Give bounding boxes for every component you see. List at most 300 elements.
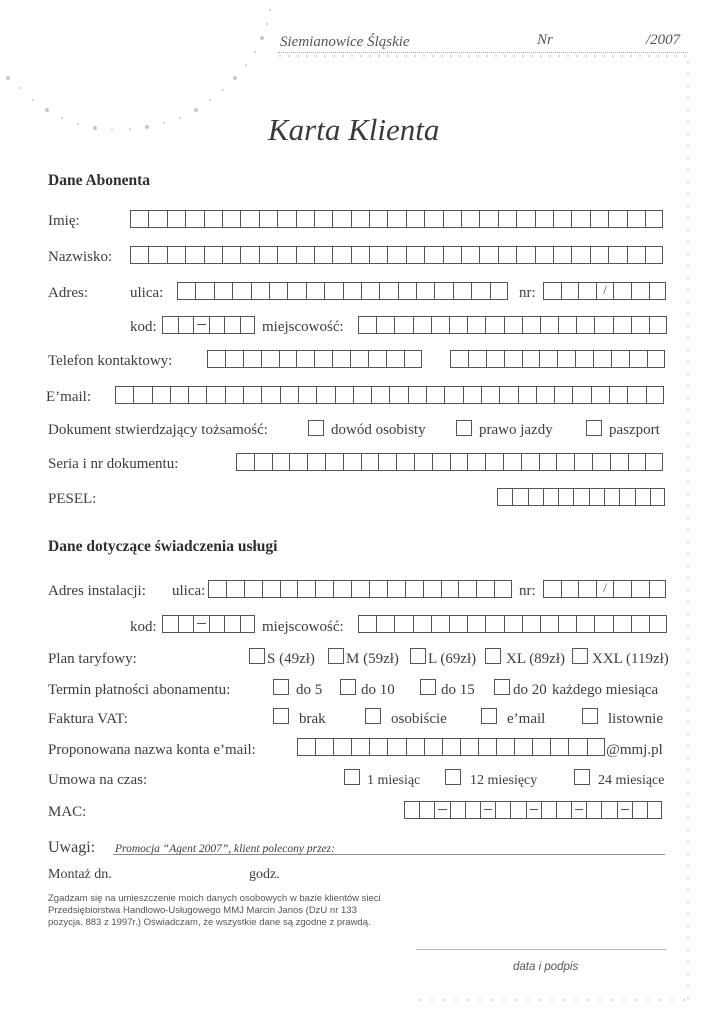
input-cell[interactable] <box>236 453 254 471</box>
input-cell[interactable] <box>539 350 557 368</box>
input-cell[interactable] <box>485 615 503 633</box>
input-cell[interactable] <box>413 615 431 633</box>
input-cell[interactable] <box>522 316 540 334</box>
input-cell[interactable] <box>522 350 540 368</box>
input-cell[interactable] <box>463 386 481 404</box>
input-cell[interactable] <box>394 316 412 334</box>
input-cell[interactable] <box>406 246 424 264</box>
input-cell[interactable] <box>335 386 353 404</box>
checkbox-passport[interactable] <box>586 420 602 436</box>
install-street-input[interactable] <box>208 580 512 598</box>
input-cell[interactable] <box>351 210 369 228</box>
input-cell[interactable] <box>332 350 350 368</box>
input-cell[interactable] <box>251 282 269 300</box>
input-cell[interactable] <box>369 738 387 756</box>
input-cell[interactable] <box>434 801 449 819</box>
input-cell[interactable] <box>404 350 422 368</box>
input-cell[interactable] <box>592 453 610 471</box>
input-cell[interactable] <box>532 738 550 756</box>
input-cell[interactable] <box>443 246 461 264</box>
input-cell[interactable] <box>510 801 525 819</box>
checkbox-plan-s[interactable] <box>249 648 265 664</box>
input-cell[interactable] <box>498 210 516 228</box>
input-cell[interactable] <box>504 615 522 633</box>
input-cell[interactable] <box>406 738 424 756</box>
input-cell[interactable] <box>394 615 412 633</box>
input-cell[interactable] <box>571 801 586 819</box>
input-cell[interactable] <box>224 316 240 334</box>
install-number-input[interactable] <box>543 580 666 598</box>
input-cell[interactable] <box>376 316 394 334</box>
phone-input-1[interactable] <box>207 350 422 368</box>
input-cell[interactable] <box>576 316 594 334</box>
input-cell[interactable] <box>296 350 314 368</box>
input-cell[interactable] <box>240 316 256 334</box>
input-cell[interactable] <box>540 316 558 334</box>
input-cell[interactable] <box>613 282 631 300</box>
input-cell[interactable] <box>628 453 646 471</box>
input-cell[interactable] <box>441 580 459 598</box>
input-cell[interactable] <box>351 738 369 756</box>
input-cell[interactable] <box>485 453 503 471</box>
input-cell[interactable] <box>650 488 665 506</box>
input-cell[interactable] <box>424 210 442 228</box>
input-cell[interactable] <box>573 488 588 506</box>
input-cell[interactable] <box>561 580 579 598</box>
input-cell[interactable] <box>130 246 148 264</box>
input-cell[interactable] <box>632 801 647 819</box>
input-cell[interactable] <box>609 386 627 404</box>
input-cell[interactable] <box>259 210 277 228</box>
input-cell[interactable] <box>195 282 213 300</box>
input-cell[interactable] <box>193 316 209 334</box>
input-cell[interactable] <box>432 453 450 471</box>
input-cell[interactable] <box>594 615 612 633</box>
input-cell[interactable] <box>431 316 449 334</box>
input-cell[interactable] <box>361 453 379 471</box>
email-account-input[interactable] <box>297 738 605 756</box>
input-cell[interactable] <box>431 615 449 633</box>
input-cell[interactable] <box>298 386 316 404</box>
document-number-input[interactable] <box>236 453 663 471</box>
input-cell[interactable] <box>514 738 532 756</box>
input-cell[interactable] <box>343 453 361 471</box>
input-cell[interactable] <box>541 801 556 819</box>
input-cell[interactable] <box>590 246 608 264</box>
first-name-input[interactable] <box>130 210 663 228</box>
input-cell[interactable] <box>461 246 479 264</box>
input-cell[interactable] <box>204 210 222 228</box>
input-cell[interactable] <box>368 350 386 368</box>
input-cell[interactable] <box>296 246 314 264</box>
input-cell[interactable] <box>453 282 471 300</box>
input-cell[interactable] <box>287 282 305 300</box>
input-cell[interactable] <box>333 738 351 756</box>
input-cell[interactable] <box>222 246 240 264</box>
input-cell[interactable] <box>481 386 499 404</box>
input-cell[interactable] <box>404 801 419 819</box>
input-cell[interactable] <box>550 738 568 756</box>
input-cell[interactable] <box>593 350 611 368</box>
input-cell[interactable] <box>314 246 332 264</box>
input-cell[interactable] <box>206 386 224 404</box>
input-cell[interactable] <box>261 350 279 368</box>
input-cell[interactable] <box>387 210 405 228</box>
input-cell[interactable] <box>398 282 416 300</box>
checkbox-id-card[interactable] <box>308 420 324 436</box>
input-cell[interactable] <box>277 246 295 264</box>
input-cell[interactable] <box>596 580 614 598</box>
input-cell[interactable] <box>627 246 645 264</box>
input-cell[interactable] <box>259 246 277 264</box>
input-cell[interactable] <box>306 282 324 300</box>
input-cell[interactable] <box>495 801 510 819</box>
input-cell[interactable] <box>167 210 185 228</box>
input-cell[interactable] <box>586 801 601 819</box>
input-cell[interactable] <box>553 210 571 228</box>
input-cell[interactable] <box>243 386 261 404</box>
input-cell[interactable] <box>646 386 664 404</box>
checkbox-payment-5[interactable] <box>273 679 289 695</box>
input-cell[interactable] <box>378 453 396 471</box>
input-cell[interactable] <box>225 350 243 368</box>
input-cell[interactable] <box>496 738 514 756</box>
input-cell[interactable] <box>423 580 441 598</box>
input-cell[interactable] <box>371 386 389 404</box>
input-cell[interactable] <box>162 316 178 334</box>
input-cell[interactable] <box>332 246 350 264</box>
input-cell[interactable] <box>314 350 332 368</box>
input-cell[interactable] <box>613 615 631 633</box>
input-cell[interactable] <box>188 386 206 404</box>
input-cell[interactable] <box>540 615 558 633</box>
checkbox-invoice-post[interactable] <box>582 708 598 724</box>
input-cell[interactable] <box>405 580 423 598</box>
input-cell[interactable] <box>572 386 590 404</box>
input-cell[interactable] <box>243 350 261 368</box>
input-cell[interactable] <box>617 801 632 819</box>
input-cell[interactable] <box>426 386 444 404</box>
input-cell[interactable] <box>222 210 240 228</box>
input-cell[interactable] <box>369 246 387 264</box>
input-cell[interactable] <box>629 350 647 368</box>
input-cell[interactable] <box>387 246 405 264</box>
input-cell[interactable] <box>613 316 631 334</box>
input-cell[interactable] <box>476 580 494 598</box>
input-cell[interactable] <box>587 738 605 756</box>
install-city-input[interactable] <box>358 615 667 633</box>
input-cell[interactable] <box>389 386 407 404</box>
input-cell[interactable] <box>133 386 151 404</box>
input-cell[interactable] <box>277 210 295 228</box>
input-cell[interactable] <box>485 316 503 334</box>
input-cell[interactable] <box>240 615 256 633</box>
input-cell[interactable] <box>504 316 522 334</box>
input-cell[interactable] <box>619 488 634 506</box>
input-cell[interactable] <box>556 453 574 471</box>
input-cell[interactable] <box>396 453 414 471</box>
input-cell[interactable] <box>115 386 133 404</box>
input-cell[interactable] <box>649 615 667 633</box>
checkbox-plan-xxl[interactable] <box>572 648 588 664</box>
input-cell[interactable] <box>645 246 663 264</box>
input-cell[interactable] <box>170 386 188 404</box>
email-input[interactable] <box>115 386 664 404</box>
input-cell[interactable] <box>193 615 209 633</box>
input-cell[interactable] <box>631 615 649 633</box>
input-cell[interactable] <box>214 282 232 300</box>
input-cell[interactable] <box>297 738 315 756</box>
input-cell[interactable] <box>254 453 272 471</box>
input-cell[interactable] <box>479 246 497 264</box>
input-cell[interactable] <box>571 210 589 228</box>
input-cell[interactable] <box>351 246 369 264</box>
input-cell[interactable] <box>315 580 333 598</box>
checkbox-invoice-none[interactable] <box>273 708 289 724</box>
input-cell[interactable] <box>575 350 593 368</box>
input-cell[interactable] <box>424 246 442 264</box>
input-cell[interactable] <box>333 580 351 598</box>
input-cell[interactable] <box>444 386 462 404</box>
input-cell[interactable] <box>521 453 539 471</box>
input-cell[interactable] <box>461 210 479 228</box>
input-cell[interactable] <box>450 801 465 819</box>
input-cell[interactable] <box>386 350 404 368</box>
input-cell[interactable] <box>635 488 650 506</box>
input-cell[interactable] <box>594 316 612 334</box>
input-cell[interactable] <box>596 282 614 300</box>
input-cell[interactable] <box>414 453 432 471</box>
checkbox-plan-m[interactable] <box>328 648 344 664</box>
input-cell[interactable] <box>178 316 194 334</box>
checkbox-contract-12[interactable] <box>445 769 461 785</box>
input-cell[interactable] <box>604 488 619 506</box>
input-cell[interactable] <box>434 282 452 300</box>
input-cell[interactable] <box>207 350 225 368</box>
input-cell[interactable] <box>486 350 504 368</box>
input-cell[interactable] <box>369 210 387 228</box>
input-cell[interactable] <box>185 210 203 228</box>
street-input[interactable] <box>177 282 508 300</box>
input-cell[interactable] <box>479 210 497 228</box>
checkbox-payment-10[interactable] <box>340 679 356 695</box>
input-cell[interactable] <box>315 738 333 756</box>
input-cell[interactable] <box>480 801 495 819</box>
input-cell[interactable] <box>627 386 645 404</box>
input-cell[interactable] <box>178 615 194 633</box>
input-cell[interactable] <box>280 386 298 404</box>
input-cell[interactable] <box>442 738 460 756</box>
input-cell[interactable] <box>645 210 663 228</box>
input-cell[interactable] <box>627 210 645 228</box>
input-cell[interactable] <box>558 488 573 506</box>
input-cell[interactable] <box>518 386 536 404</box>
input-cell[interactable] <box>647 350 665 368</box>
input-cell[interactable] <box>490 282 508 300</box>
city-input[interactable] <box>358 316 667 334</box>
checkbox-contract-24[interactable] <box>574 769 590 785</box>
input-cell[interactable] <box>261 386 279 404</box>
input-cell[interactable] <box>561 282 579 300</box>
checkbox-invoice-personal[interactable] <box>365 708 381 724</box>
input-cell[interactable] <box>272 453 290 471</box>
house-number-input[interactable] <box>543 282 666 300</box>
input-cell[interactable] <box>591 386 609 404</box>
input-cell[interactable] <box>209 316 225 334</box>
input-cell[interactable] <box>280 580 298 598</box>
input-cell[interactable] <box>539 453 557 471</box>
input-cell[interactable] <box>406 210 424 228</box>
input-cell[interactable] <box>353 386 371 404</box>
input-cell[interactable] <box>343 282 361 300</box>
input-cell[interactable] <box>296 210 314 228</box>
input-cell[interactable] <box>162 615 178 633</box>
input-cell[interactable] <box>471 282 489 300</box>
input-cell[interactable] <box>649 316 667 334</box>
input-cell[interactable] <box>358 615 376 633</box>
input-cell[interactable] <box>314 210 332 228</box>
last-name-input[interactable] <box>130 246 663 264</box>
checkbox-plan-xl[interactable] <box>485 648 501 664</box>
install-postcode-input[interactable] <box>162 615 255 633</box>
postcode-input[interactable] <box>162 316 255 334</box>
input-cell[interactable] <box>589 488 604 506</box>
input-cell[interactable] <box>269 282 287 300</box>
input-cell[interactable] <box>610 453 628 471</box>
mac-input[interactable] <box>404 801 662 819</box>
input-cell[interactable] <box>631 580 649 598</box>
checkbox-payment-20[interactable] <box>494 679 510 695</box>
input-cell[interactable] <box>316 386 334 404</box>
input-cell[interactable] <box>631 282 649 300</box>
input-cell[interactable] <box>413 316 431 334</box>
input-cell[interactable] <box>497 488 512 506</box>
input-cell[interactable] <box>499 386 517 404</box>
input-cell[interactable] <box>408 386 426 404</box>
input-cell[interactable] <box>307 453 325 471</box>
input-cell[interactable] <box>568 738 586 756</box>
input-cell[interactable] <box>647 801 662 819</box>
input-cell[interactable] <box>130 210 148 228</box>
input-cell[interactable] <box>350 350 368 368</box>
signature-line[interactable] <box>416 949 666 950</box>
input-cell[interactable] <box>516 246 534 264</box>
input-cell[interactable] <box>543 488 558 506</box>
input-cell[interactable] <box>325 453 343 471</box>
input-cell[interactable] <box>177 282 195 300</box>
input-cell[interactable] <box>358 316 376 334</box>
input-cell[interactable] <box>504 350 522 368</box>
input-cell[interactable] <box>262 580 280 598</box>
input-cell[interactable] <box>369 580 387 598</box>
input-cell[interactable] <box>332 210 350 228</box>
input-cell[interactable] <box>240 246 258 264</box>
input-cell[interactable] <box>528 488 543 506</box>
input-cell[interactable] <box>419 801 434 819</box>
input-cell[interactable] <box>324 282 342 300</box>
input-cell[interactable] <box>185 246 203 264</box>
input-cell[interactable] <box>226 580 244 598</box>
input-cell[interactable] <box>361 282 379 300</box>
input-cell[interactable] <box>590 210 608 228</box>
pesel-input[interactable] <box>497 488 665 506</box>
input-cell[interactable] <box>460 738 478 756</box>
checkbox-contract-1[interactable] <box>344 769 360 785</box>
phone-input-2[interactable] <box>450 350 665 368</box>
checkbox-payment-15[interactable] <box>420 679 436 695</box>
input-cell[interactable] <box>553 246 571 264</box>
input-cell[interactable] <box>387 738 405 756</box>
input-cell[interactable] <box>611 350 629 368</box>
input-cell[interactable] <box>443 210 461 228</box>
input-cell[interactable] <box>649 580 667 598</box>
input-cell[interactable] <box>449 615 467 633</box>
input-cell[interactable] <box>450 350 468 368</box>
input-cell[interactable] <box>450 453 468 471</box>
input-cell[interactable] <box>554 386 572 404</box>
input-cell[interactable] <box>512 488 527 506</box>
input-cell[interactable] <box>576 615 594 633</box>
input-cell[interactable] <box>558 615 576 633</box>
input-cell[interactable] <box>225 386 243 404</box>
input-cell[interactable] <box>297 580 315 598</box>
input-cell[interactable] <box>148 246 166 264</box>
input-cell[interactable] <box>424 738 442 756</box>
input-cell[interactable] <box>574 453 592 471</box>
input-cell[interactable] <box>167 246 185 264</box>
input-cell[interactable] <box>631 316 649 334</box>
input-cell[interactable] <box>578 282 596 300</box>
input-cell[interactable] <box>601 801 616 819</box>
input-cell[interactable] <box>522 615 540 633</box>
input-cell[interactable] <box>458 580 476 598</box>
input-cell[interactable] <box>608 246 626 264</box>
input-cell[interactable] <box>571 246 589 264</box>
input-cell[interactable] <box>244 580 262 598</box>
input-cell[interactable] <box>556 801 571 819</box>
input-cell[interactable] <box>645 453 663 471</box>
input-cell[interactable] <box>204 246 222 264</box>
input-cell[interactable] <box>387 580 405 598</box>
input-cell[interactable] <box>535 246 553 264</box>
input-cell[interactable] <box>558 316 576 334</box>
input-cell[interactable] <box>449 316 467 334</box>
checkbox-driving-license[interactable] <box>456 420 472 436</box>
input-cell[interactable] <box>503 453 521 471</box>
input-cell[interactable] <box>543 580 561 598</box>
input-cell[interactable] <box>498 246 516 264</box>
input-cell[interactable] <box>416 282 434 300</box>
input-cell[interactable] <box>649 282 667 300</box>
input-cell[interactable] <box>465 801 480 819</box>
input-cell[interactable] <box>543 282 561 300</box>
checkbox-plan-l[interactable] <box>410 648 426 664</box>
input-cell[interactable] <box>232 282 250 300</box>
input-cell[interactable] <box>536 386 554 404</box>
input-cell[interactable] <box>468 350 486 368</box>
input-cell[interactable] <box>379 282 397 300</box>
input-cell[interactable] <box>467 316 485 334</box>
notes-line[interactable] <box>113 854 665 855</box>
input-cell[interactable] <box>613 580 631 598</box>
input-cell[interactable] <box>376 615 394 633</box>
input-cell[interactable] <box>209 615 225 633</box>
input-cell[interactable] <box>351 580 369 598</box>
input-cell[interactable] <box>224 615 240 633</box>
input-cell[interactable] <box>240 210 258 228</box>
checkbox-invoice-email[interactable] <box>481 708 497 724</box>
input-cell[interactable] <box>467 453 485 471</box>
